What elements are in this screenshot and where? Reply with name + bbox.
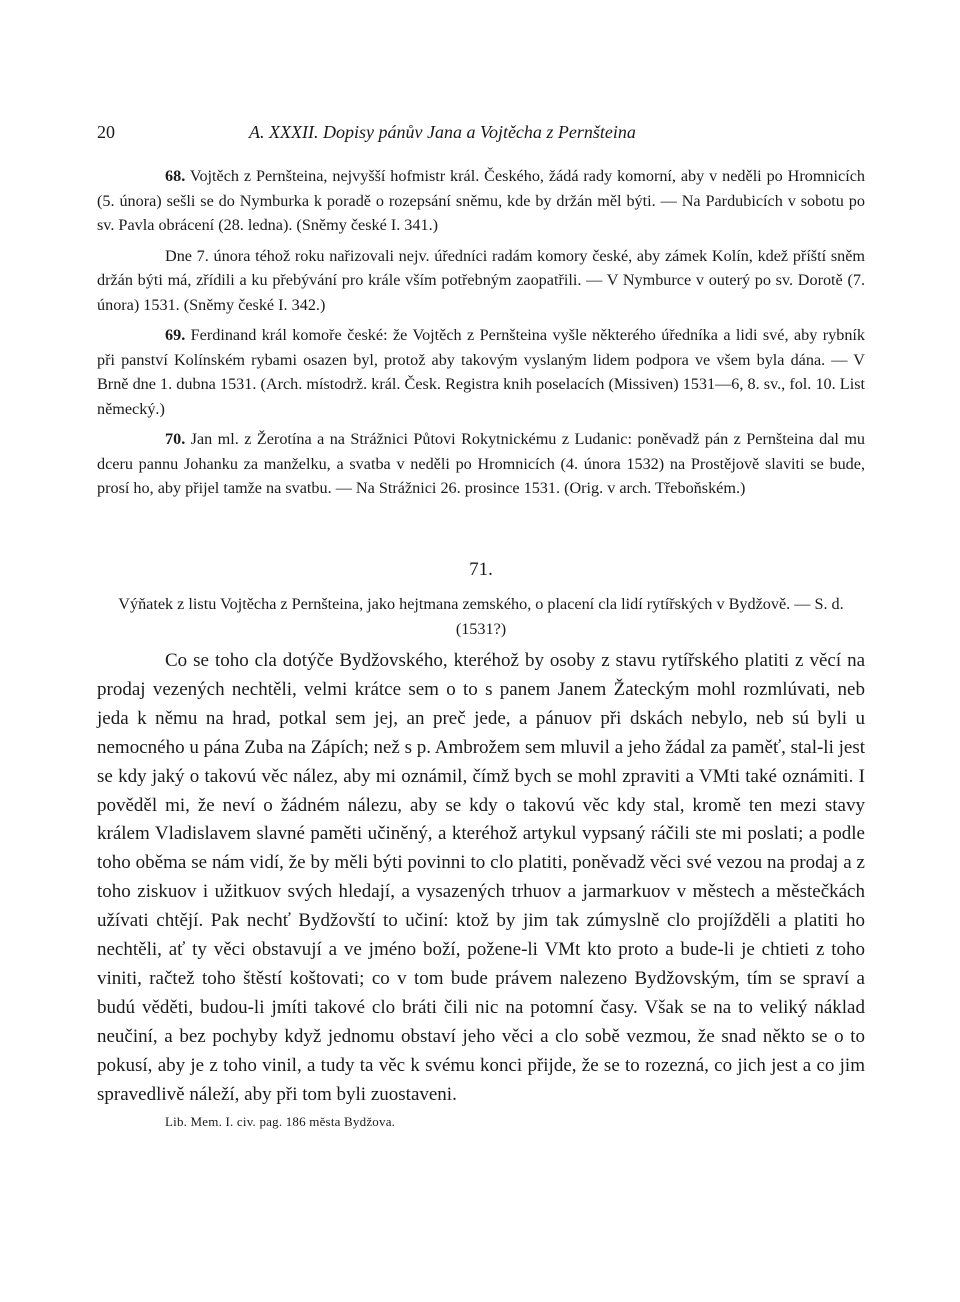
regest-68 [97, 164, 865, 238]
running-title: A. XXXII. Dopisy pánův Jana a Vojtěcha z Pernšteina [249, 122, 636, 142]
regest-text: Vojtěch z Pernšteina, nejvyšší hofmistr král. Českého, žádá rady komorní, aby v neděli po Hromnicích (5. února) sešli se do Nymburka k poradě o rozepsání sněmu, kde by držán měl býti. — Na Pardubicích v sobotu po sv. Pavla obrácení (28. ledna). (Sněmy české I. 341.) [97, 167, 865, 234]
regest-number: 69. [165, 326, 186, 344]
regest-68-note [97, 244, 865, 318]
regest-70 [97, 427, 865, 501]
regest-number: 70. [165, 430, 186, 448]
regests-section [97, 164, 865, 507]
regest-text: Jan ml. z Žerotína a na Strážnici Půtovi Rokytnickému z Ludanic: poněvadž pán z Pernšteina dal mu dceru pannu Johanku za manželku, a svatba v neděli po Hromnicích (4. února 1532) na Prostějově slaviti se bude, prosí ho, aby přijel tamže na svatbu. — Na Strážnici 26. prosince 1531. (Orig. v arch. Třeboňském.) [97, 430, 866, 497]
regest-text: Dne 7. února téhož roku nařizovali nejv. úředníci radám komory české, aby zámek Kolín, kdež příští sněm držán býti má, zřídili a ku přebývání pro krále vším potřebným zaopatřili. — V Nymburce v outerý po sv. Dorotě (7. února) 1531. (Sněmy české I. 342.) [97, 246, 865, 314]
regest-text: Ferdinand král komoře české: že Vojtěch z Pernšteina vyšle některého úředníka a lidi své, aby rybník při panství Kolínském rybami osazen byl, protož aby takovým vyslaným lidem podpora ve všem byla dána. — V Brně dne 1. dubna 1531. (Arch. místodrž. král. Česk. Registra knih poselacích (Missiven) 1531—6, 8. sv., fol. 10. List německý.) [97, 326, 865, 418]
running-header [97, 121, 867, 143]
document-title: Výňatek z listu Vojtěcha z Pernšteina, jako hejtmana zemského, o placení cla lidí rytířských v Bydžově. — S. d. (1531?) [118, 595, 844, 638]
document-number: 71. [469, 559, 493, 580]
regest-number: 68. [165, 167, 186, 185]
document-71 [97, 556, 865, 1130]
regest-69 [97, 323, 865, 421]
document-source: Lib. Mem. I. civ. pag. 186 města Bydžova. [165, 1113, 396, 1129]
document-body: Co se toho cla dotýče Bydžovského, kteréhož by osoby z stavu rytířského platiti z věcí na prodaj vezených nechtěli, velmi krátce sem o to s panem Janem Žateckým mohl rozmlúvati, neb jeda k němu na hrad, potkal sem jej, an preč jede, a pánuov při dskách nebylo, neb sú byli u nemocného u pána Zuba na Zápích; než s p. Ambrožem sem mluvil a jeho žádal za paměť, stal-li jest se kdy jaký o takovú věc nález, aby mi oznámil, čímž bych se mohl zpraviti a VMti také oznámiti. I pověděl mi, že neví o žádném nálezu, aby se kdy o takovú věc kdy stal, kromě ten mezi stavy králem Vladislavem slavné paměti učiněný, a kteréhož artykul vypsaný ráčili ste mi poslati; a podle toho oběma se nám vidí, že by měli býti povinni to clo platiti, poněvadž věci své vezou na prodaj a z toho ziskuov i užitkuov svých hledají, a vysazených trhuov a jarmarkuov v městech a městečkách užívati chtějí. Pak nechť Bydžovští to učiní: ktož by jim tak zúmyslně clo projížděli a platiti ho nechtěli, ať ty věci obstavují a ve jméno boží, požene-li VMt kto proto a bude-li je chtieti z toho viniti, račtež toho štěstí koštovati; co v tom bude právem nalezeno Bydžovským, tím se spraví a budú věděti, budou-li jmíti takové clo bráti čili nic na potomní časy. Však se na to veliký náklad neučiní, a bez pochyby když jednomu obstaví jeho věci a clo sobě vezmou, že snad někto se o to pokusí, aby je z toho vinil, a tudy ta věc k svému konci přijde, že se to rozezná, co jich jest a co jim spravedlivě náleží, aby při tom byli zuostaveni. [97, 650, 865, 1105]
page-number: 20 [97, 122, 115, 142]
